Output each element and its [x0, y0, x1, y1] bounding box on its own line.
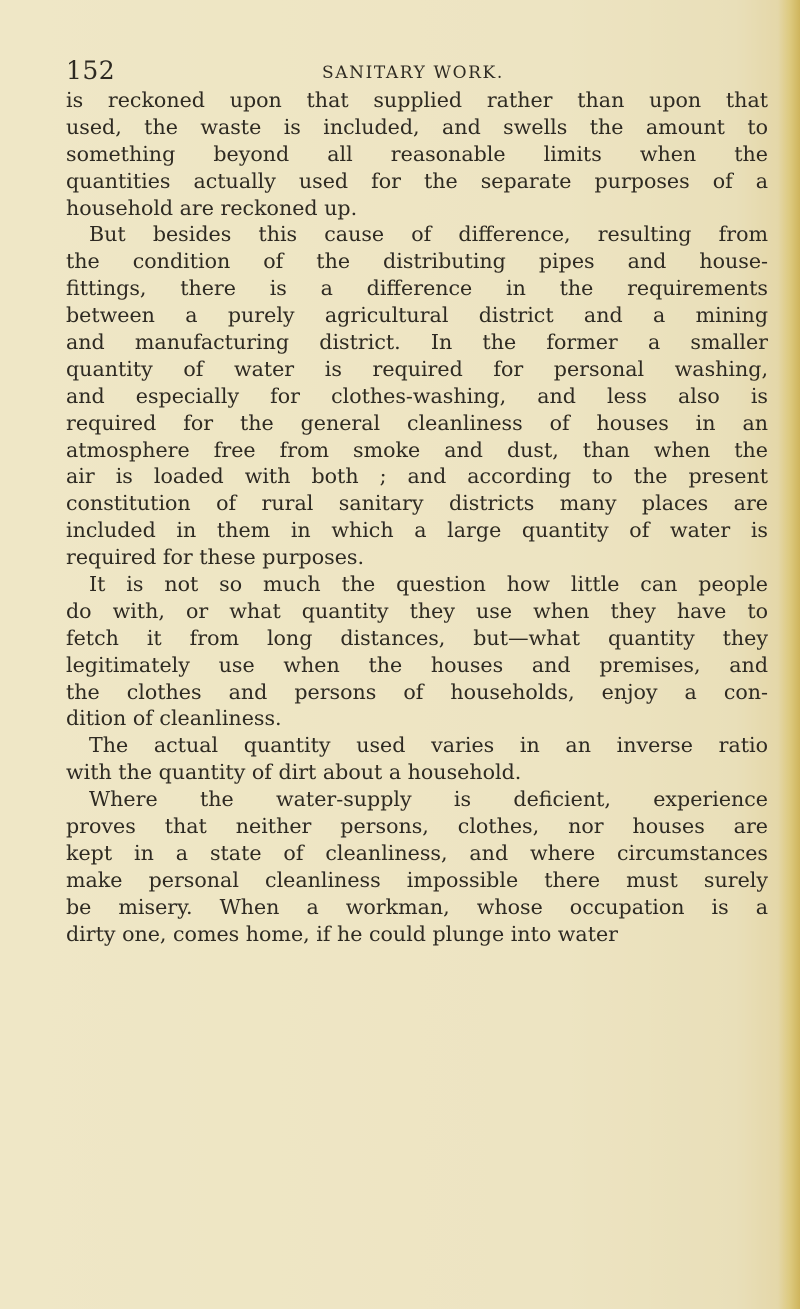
text-line: is reckoned upon that supplied rather than upon that — [66, 88, 768, 112]
text-line: fittings, there is a difference in the requirements — [66, 276, 768, 301]
text-line: dition of cleanliness. — [66, 706, 282, 731]
text-line: the condition of the distributing pipes and house- — [66, 249, 768, 274]
text-line: with the quantity of dirt about a household. — [66, 760, 522, 785]
text-line: atmosphere free from smoke and dust, than when the — [66, 437, 768, 462]
text-line: do with, or what quantity they use when they have to — [66, 598, 768, 623]
text-line: make personal cleanliness impossible there must surely — [66, 867, 768, 892]
text-line: used, the waste is included, and swells the amount to — [66, 114, 768, 139]
text-line: legitimately use when the houses and premises, and — [66, 652, 768, 677]
page-header — [0, 56, 800, 86]
text-line: proves that neither persons, clothes, nor houses are — [66, 814, 768, 839]
text-line: But besides this cause of difference, resulting from — [89, 222, 768, 247]
page-edge-stain — [778, 0, 800, 1309]
text-line: kept in a state of cleanliness, and where circumstances — [66, 840, 768, 865]
text-line: and especially for clothes-washing, and less also is — [66, 383, 768, 408]
text-line: quantity of water is required for personal washing, — [66, 356, 768, 381]
text-line: required for the general cleanliness of houses in an — [66, 410, 768, 435]
text-line: be misery. When a workman, whose occupation is a — [66, 894, 768, 919]
text-line: quantities actually used for the separate purposes of a — [66, 168, 768, 193]
text-line: fetch it from long distances, but—what quantity they — [66, 625, 768, 650]
text-line: the clothes and persons of households, enjoy a con- — [66, 679, 768, 704]
running-head: SANITARY WORK. — [322, 63, 504, 83]
text-line: between a purely agricultural district and a mining — [66, 303, 768, 328]
text-line: air is loaded with both ; and according to the present — [66, 464, 768, 489]
text-line: required for these purposes. — [66, 545, 365, 570]
text-line: Where the water-supply is deficient, experience — [89, 787, 768, 812]
text-line: dirty one, comes home, if he could plunge into water — [66, 921, 618, 946]
body-text — [66, 87, 768, 948]
text-line: something beyond all reasonable limits when the — [66, 141, 768, 166]
text-line: included in them in which a large quantity of water is — [66, 518, 768, 543]
text-line: and manufacturing district. In the former a smaller — [66, 330, 768, 355]
text-line: household are reckoned up. — [66, 195, 358, 220]
text-line: It is not so much the question how little can people — [89, 572, 768, 597]
text-line: constitution of rural sanitary districts many places are — [66, 491, 768, 516]
text-line: The actual quantity used varies in an inverse ratio — [89, 733, 768, 758]
page-number: 152 — [66, 56, 116, 85]
